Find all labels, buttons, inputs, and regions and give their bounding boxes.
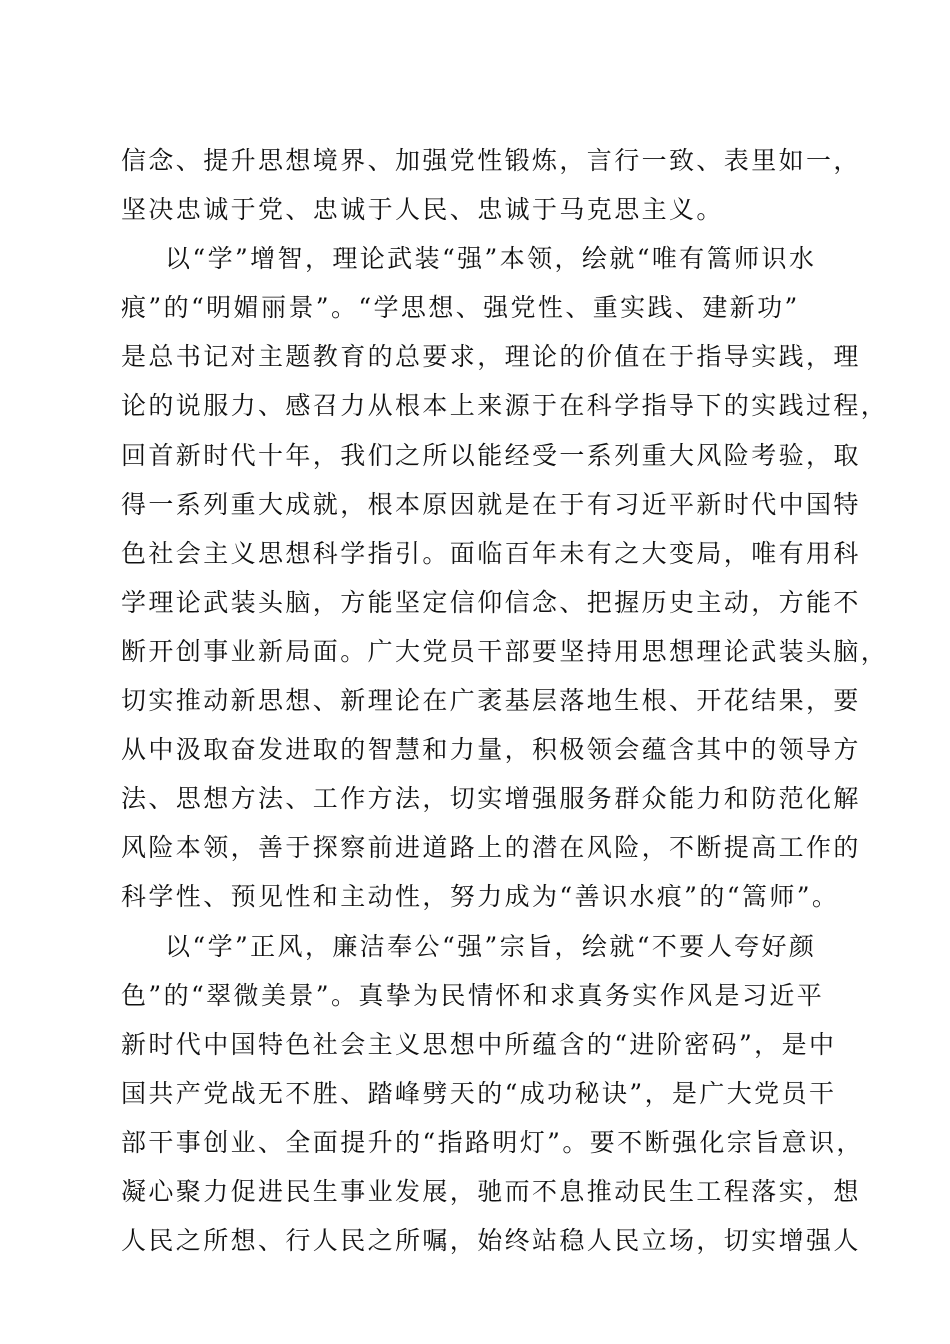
text-line: 得一系列重大成就，根本原因就是在于有习近平新时代中国特: [121, 489, 861, 519]
text-line: 部干事创业、全面提升的“指路明灯”。要不断强化宗旨意识，: [121, 1127, 864, 1157]
text-line: 色”的“翠微美景”。真挚为民情怀和求真务实作风是习近平: [121, 980, 825, 1010]
text-line: 是总书记对主题教育的总要求，理论的价值在于指导实践，理: [121, 342, 861, 372]
text-line: 信念、提升思想境界、加强党性锻炼，言行一致、表里如一，: [121, 146, 861, 175]
text-line: 人民之所想、行人民之所嘱，始终站稳人民立场，切实增强人: [121, 1226, 861, 1256]
text-line: 法、思想方法、工作方法，切实增强服务群众能力和防范化解: [121, 784, 861, 814]
paragraph-start-line: 以“学”增智，理论武装“强”本领，绘就“唯有篙师识水: [165, 244, 817, 274]
text-line: 痕”的“明媚丽景”。“学思想、强党性、重实践、建新功”: [121, 293, 800, 323]
text-line: 学理论武装头脑，方能坚定信仰信念、把握历史主动，方能不: [121, 587, 861, 617]
text-line: 风险本领，善于探察前进道路上的潜在风险，不断提高工作的: [121, 833, 861, 863]
text-line: 断开创事业新局面。广大党员干部要坚持用思想理论武装头脑，: [121, 636, 889, 666]
text-line: 新时代中国特色社会主义思想中所蕴含的“进阶密码”，是中: [121, 1029, 837, 1059]
body-text: [121, 136, 889, 1265]
text-line: 回首新时代十年，我们之所以能经受一系列重大风险考验，取: [121, 440, 861, 470]
text-line: 凝心聚力促进民生事业发展，驰而不息推动民生工程落实，想: [121, 1176, 861, 1206]
paragraph-start-line: 以“学”正风，廉洁奉公“强”宗旨，绘就“不要人夸好颜: [165, 931, 817, 961]
text-line: 论的说服力、感召力从根本上来源于在科学指导下的实践过程，: [121, 391, 889, 421]
text-line: 色社会主义思想科学指引。面临百年未有之大变局，唯有用科: [121, 538, 861, 568]
text-line: 切实推动新思想、新理论在广袤基层落地生根、开花结果，要: [121, 686, 861, 716]
text-line: 坚决忠诚于党、忠诚于人民、忠诚于马克思主义。: [121, 195, 724, 225]
text-line: 科学性、预见性和主动性，努力成为“善识水痕”的“篙师”。: [121, 882, 840, 912]
text-line: 国共产党战无不胜、踏峰劈天的“成功秘诀”，是广大党员干: [121, 1078, 837, 1108]
text-line: 从中汲取奋发进取的智慧和力量，积极领会蕴含其中的领导方: [121, 735, 861, 765]
